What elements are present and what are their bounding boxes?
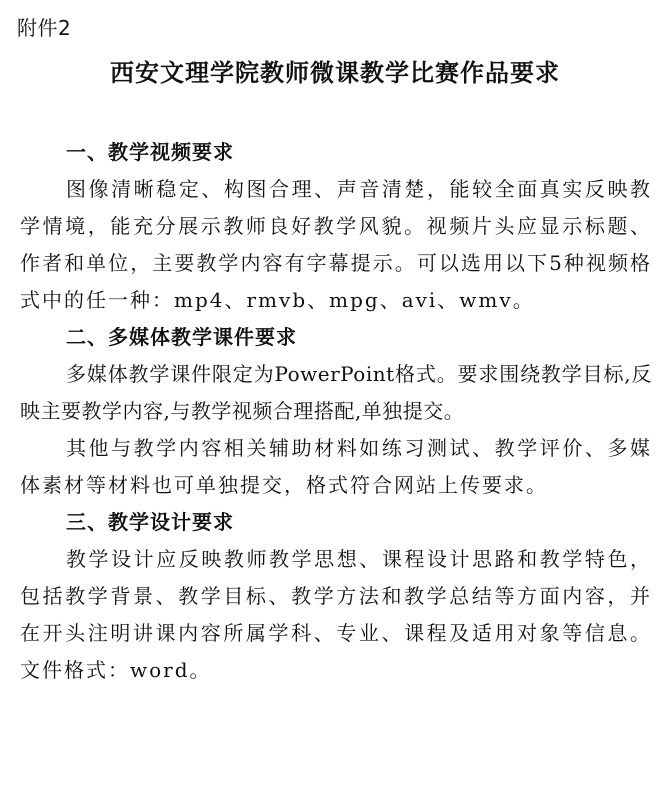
section-video-paragraph: 图像清晰稳定、构图合理、声音清楚，能较全面真实反映教学情境，能充分展示教师良好教学风貌。视频片头应显示标题、作者和单位，主要教学内容有字幕提示。可以选用以下5种视频格式中的任一种：mp4、rmvb、mpg、avi、wmv。 [20,177,652,312]
document-body [20,134,652,689]
section-heading-design: 三、教学设计要求 [66,510,234,534]
document-title: 西安文理学院教师微课教学比赛作品要求 [110,58,560,87]
attachment-label: 附件2 [17,16,72,40]
section-courseware-paragraph-1: 多媒体教学课件限定为PowerPoint格式。要求围绕教学目标,反映主要教学内容,与教学视频合理搭配,单独提交。 [20,362,652,423]
section-courseware-paragraph-2: 其他与教学内容相关辅助材料如练习测试、教学评价、多媒体素材等材料也可单独提交，格式符合网站上传要求。 [20,436,652,497]
section-heading-video: 一、教学视频要求 [66,140,234,164]
section-design-paragraph: 教学设计应反映教师教学思想、课程设计思路和教学特色，包括教学背景、教学目标、教学方法和教学总结等方面内容，并在开头注明讲课内容所属学科、专业、课程及适用对象等信息。文件格式：word。 [20,547,652,682]
section-heading-courseware: 二、多媒体教学课件要求 [66,325,297,349]
